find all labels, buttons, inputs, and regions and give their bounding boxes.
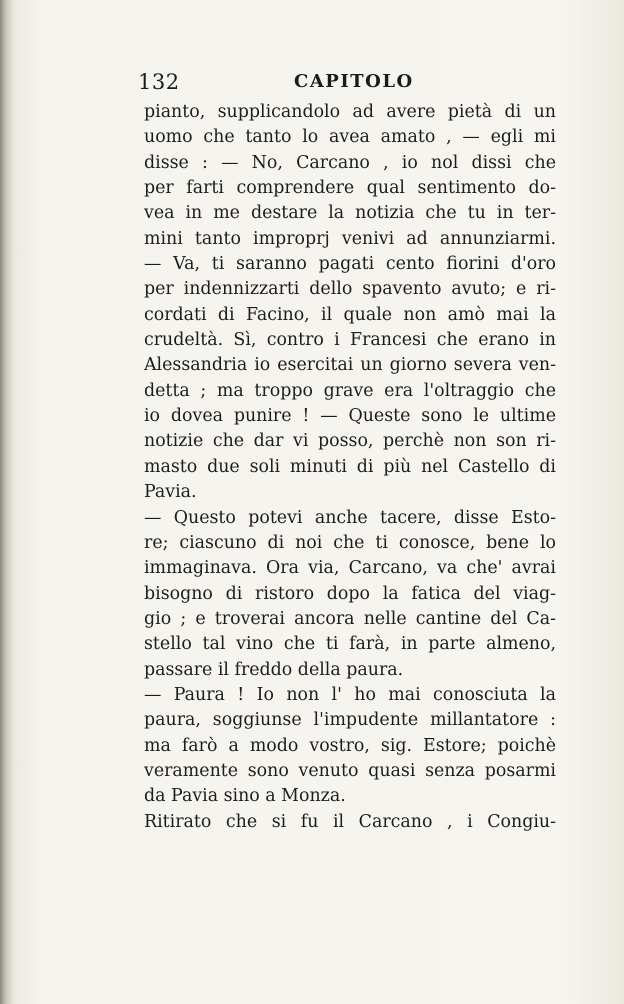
body-text (144, 100, 556, 835)
text-line: — Va, ti saranno pagati cento fiorini d'oro (144, 254, 556, 275)
text-line: Alessandria io esercitai un giorno severa ven- (144, 355, 556, 376)
text-line: da Pavia sino a Monza. (144, 786, 346, 807)
text-line: veramente sono venuto quasi senza posarmi (144, 760, 556, 781)
text-line: re; ciascuno di noi che ti conosce, bene lo (144, 532, 556, 553)
text-line: detta ; ma troppo grave era l'oltraggio che (144, 380, 556, 401)
running-head (138, 70, 558, 100)
text-line: crudeltà. Sì, contro i Francesi che erano in (144, 330, 556, 351)
text-line: passare il freddo della paura. (144, 659, 404, 680)
text-line: bisogno di ristoro dopo la fatica del viag- (144, 583, 556, 604)
page-spine-shadow (0, 0, 14, 1004)
text-line: cordati di Facino, il quale non amò mai la (144, 304, 556, 325)
text-line: vea in me destare la notizia che tu in ter- (144, 203, 556, 224)
text-line: Ritirato che si fu il Carcano , i Congiu- (144, 811, 556, 832)
text-line: mini tanto improprj venivi ad annunziarmi. (144, 228, 556, 249)
page-number: 132 (138, 70, 180, 94)
text-line: gio ; e troverai ancora nelle cantine del Ca- (144, 608, 556, 629)
text-line: per indennizzarti dello spavento avuto; e ri- (144, 279, 556, 300)
text-line: disse : — No, Carcano , io nol dissi che (144, 152, 556, 173)
text-line: stello tal vino che ti farà, in parte almeno, (144, 634, 556, 655)
text-line: notizie che dar vi posso, perchè non son ri- (144, 431, 556, 452)
text-line: uomo che tanto lo avea amato , — egli mi (144, 127, 556, 148)
text-line: Pavia. (144, 482, 197, 503)
text-line: masto due soli minuti di più nel Castello di (144, 456, 556, 477)
text-line: immaginava. Ora via, Carcano, va che' avrai (144, 558, 556, 579)
text-line: — Questo potevi anche tacere, disse Esto- (144, 507, 556, 528)
text-line: io dovea punire ! — Queste sono le ultime (144, 406, 556, 427)
text-line: per farti comprendere qual sentimento do- (144, 178, 556, 199)
text-line: ma farò a modo vostro, sig. Estore; poichè (144, 735, 556, 756)
text-line: — Paura ! Io non l' ho mai conosciuta la (144, 684, 556, 705)
text-line: pianto, supplicandolo ad avere pietà di un (144, 102, 556, 122)
text-line: paura, soggiunse l'impudente millantatore : (144, 710, 556, 731)
chapter-heading: CAPITOLO (294, 71, 414, 92)
